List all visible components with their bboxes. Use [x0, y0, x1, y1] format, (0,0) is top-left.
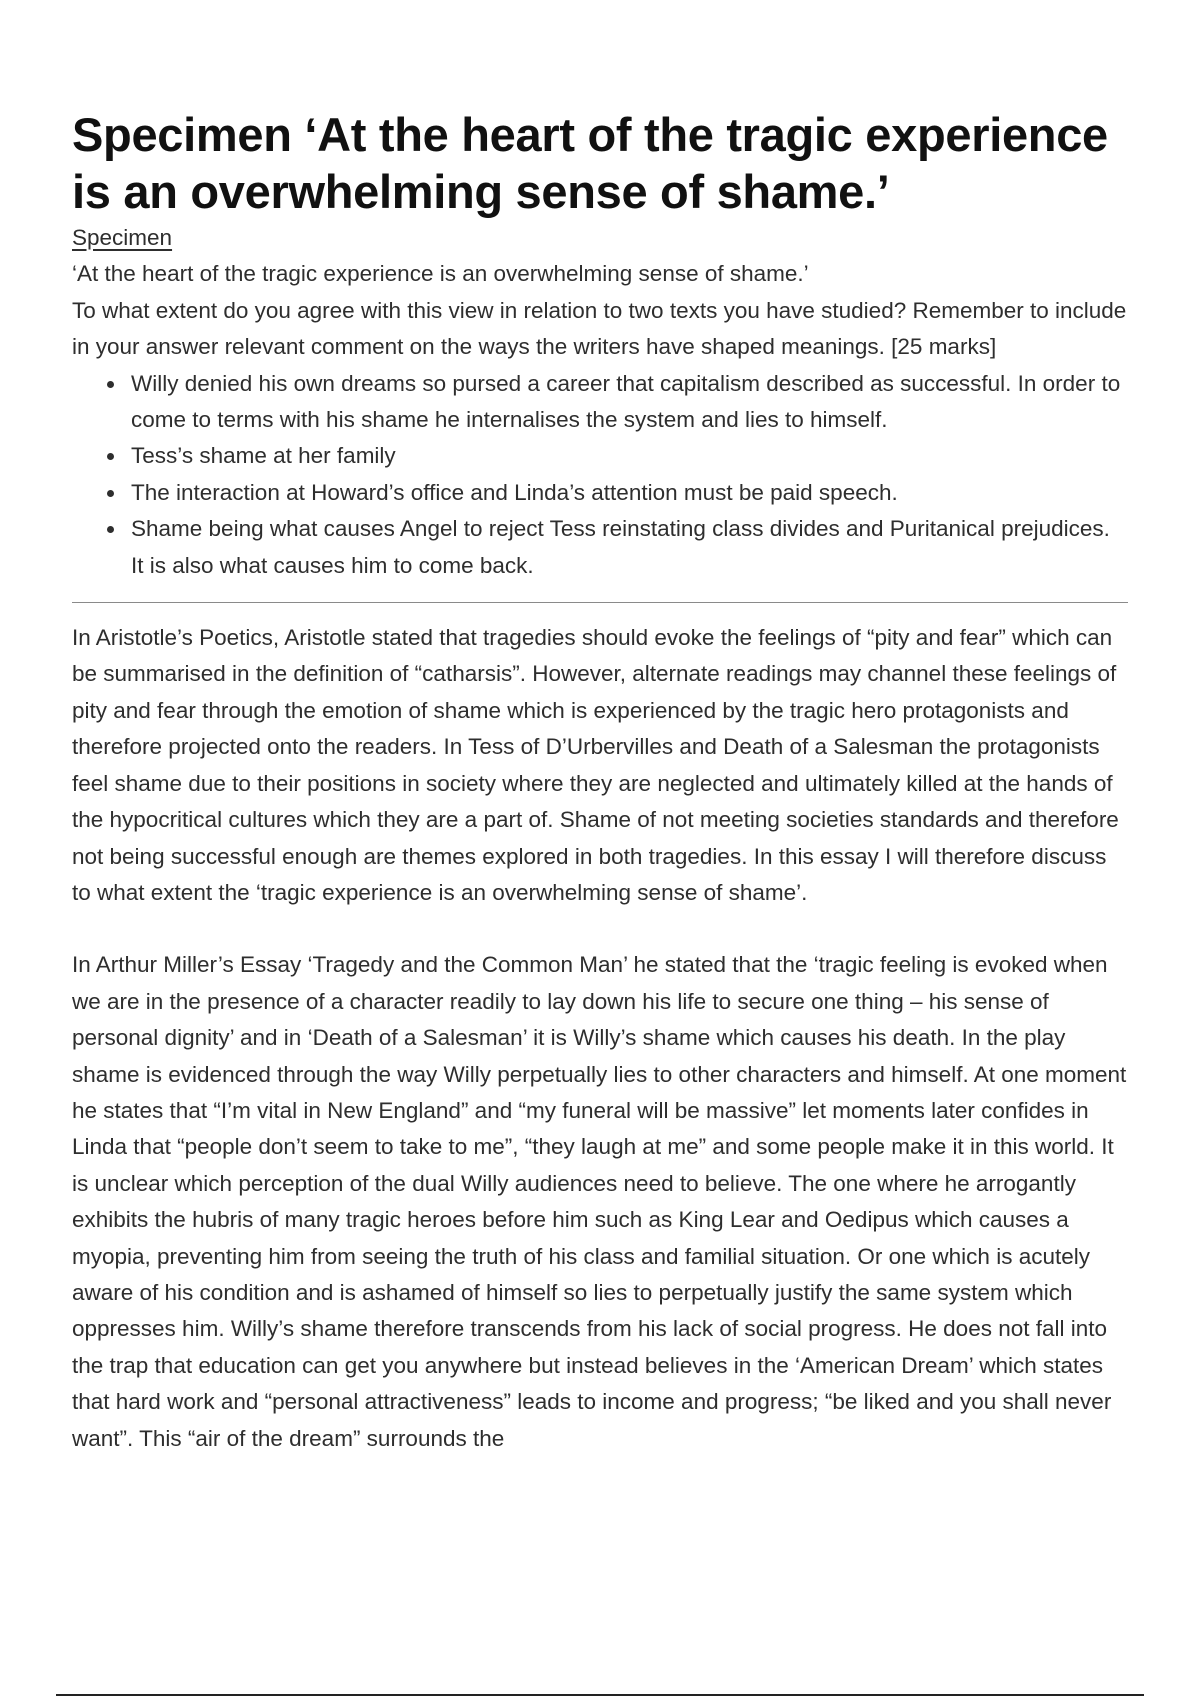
essay-paragraph: In Arthur Miller’s Essay ‘Tragedy and the Common Man’ he stated that the ‘tragic feeling is evoked when we are in the presence of a character readily to lay down his life to secure one thing – his sense of personal dignity’ and in ‘Death of a Salesman’ it is Willy’s shame which causes his death. In the play shame is evidenced through the way Willy perpetually lies to other characters and himself. At one moment he states that “I’m vital in New England” and “my funeral will be massive” let moments later confides in Linda that “people don’t seem to take to me”, “they laugh at me” and some people make it in this world. It is unclear which perception of the dual Willy audiences need to believe. The one where he arrogantly exhibits the hubris of many tragic heroes before him such as King Lear and Oedipus which causes a myopia, preventing him from seeing the truth of his class and familial situation. Or one which is acutely aware of his condition and is ashamed of himself so lies to perpetually justify the same system which oppresses him. Willy’s shame therefore transcends from his lack of social progress. He does not fall into the trap that education can get you anywhere but instead believes in the ‘American Dream’ which states that hard work and “personal attractiveness” leads to income and progress; “be liked and you shall never want”. This “air of the dream” surrounds the [72, 952, 1127, 1451]
specimen-subheading: Specimen [72, 225, 173, 250]
note-item: Tess’s shame at her family [131, 438, 1128, 474]
note-item: Shame being what causes Angel to reject Tess reinstating class divides and Puritanical prejudices. It is also what causes him to come back. [131, 511, 1128, 584]
essay-paragraph: In Aristotle’s Poetics, Aristotle stated that tragedies should evoke the feelings of “pity and fear” which can be summarised in the definition of “catharsis”. However, alternate readings may channel these feelings of pity and fear through the emotion of shame which is experienced by the tragic hero protagonists and therefore projected onto the readers. In Tess of D’Urbervilles and Death of a Salesman the protagonists feel shame due to their positions in society where they are neglected and ultimately killed at the hands of the hypocritical cultures which they are a part of. Shame of not meeting societies standards and therefore not being successful enough are themes explored in both tragedies. In this essay I will therefore discuss to what extent the ‘tragic experience is an overwhelming sense of shame’. [72, 625, 1119, 905]
note-item: The interaction at Howard’s office and Linda’s attention must be paid speech. [131, 475, 1128, 511]
essay-body [72, 620, 1128, 1457]
notes-list [72, 366, 1128, 584]
essay-quote: ‘At the heart of the tragic experience is an overwhelming sense of shame.’ [72, 261, 809, 287]
question-block [72, 220, 1128, 584]
document-page [72, 0, 1128, 1457]
essay-question: To what extent do you agree with this view in relation to two texts you have studied? Remember to include in your answer relevant comment on the ways the writers have shaped meanings. [25 marks] [72, 297, 1127, 360]
page-bottom-divider [56, 1694, 1144, 1696]
note-item: Willy denied his own dreams so pursed a career that capitalism described as successful. In order to come to terms with his shame he internalises the system and lies to himself. [131, 366, 1128, 439]
document-title: Specimen ‘At the heart of the tragic experience is an overwhelming sense of shame.’ [72, 108, 1108, 218]
section-divider [72, 602, 1128, 603]
